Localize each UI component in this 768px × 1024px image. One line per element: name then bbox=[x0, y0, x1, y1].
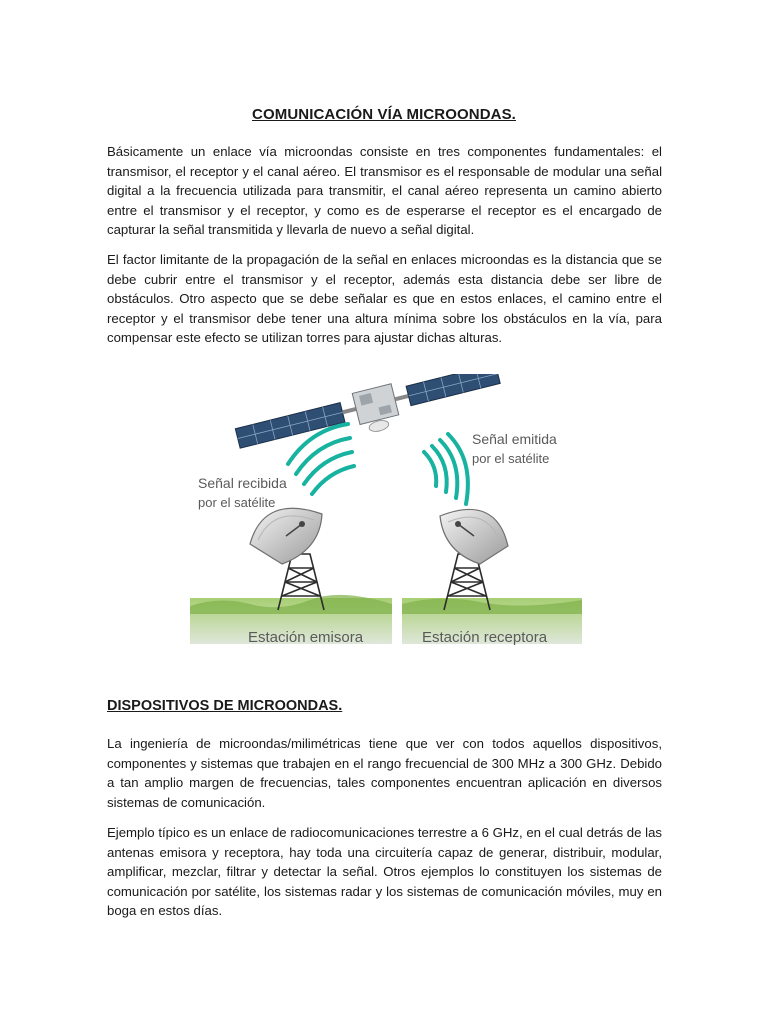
intro-paragraph: Básicamente un enlace vía microondas consiste en tres componentes fundamentales: el transmisor, el receptor y el canal aéreo. El transmisor es el responsable de modular una señal digital a la frecuencia utilizada para transmitir, el canal aéreo representa un camino abierto entre el transmisor y el receptor, y como es de esperarse el receptor es el encargado de capturar la señal transmitida y llevarla de nuevo a señal digital. bbox=[107, 144, 662, 238]
page-title: COMUNICACIÓN VÍA MICROONDAS. bbox=[252, 106, 516, 123]
satellite-icon bbox=[234, 374, 504, 465]
satellite-link-illustration bbox=[190, 374, 582, 656]
limiting-factor-paragraph: El factor limitante de la propagación de la señal en enlaces microondas es la distancia que se debe cubrir entre el transmisor y el receptor, además esta distancia debe ser libre de obstáculos. Otro aspecto que se debe señalar es que en estos enlaces, el camino entre el receptor y el transmisor debe tener una altura mínima sobre los obstáculos en la vía, para compensar este efecto se utilizan torres para ajustar dichas alturas. bbox=[107, 252, 662, 346]
emitted-label-line1: Señal emitida bbox=[472, 431, 557, 447]
station-left-label: Estación emisora bbox=[248, 629, 364, 646]
received-signal-waves bbox=[288, 424, 354, 494]
transmitter-dish-icon bbox=[250, 508, 324, 610]
devices-paragraph-1: La ingeniería de microondas/milimétricas tiene que ver con todos aquellos dispositivos, componentes y sistemas que trabajen en el rango frecuencial de 300 MHz a 300 GHz. Debido a tan amplio margen de frecuencias, tales componentes encuentran aplicación en diversos sistemas de comunicación. bbox=[107, 736, 662, 810]
receiver-dish-icon bbox=[440, 509, 508, 610]
section-heading-devices: DISPOSITIVOS DE MICROONDAS. bbox=[107, 698, 343, 714]
emitted-signal-waves bbox=[424, 434, 468, 504]
received-label-line1: Señal recibida bbox=[198, 475, 287, 491]
station-right-label: Estación receptora bbox=[422, 629, 548, 646]
emitted-label-line2: por el satélite bbox=[472, 451, 550, 466]
received-label-line2: por el satélite bbox=[198, 495, 276, 510]
devices-paragraph-2: Ejemplo típico es un enlace de radiocomunicaciones terrestre a 6 GHz, en el cual detrás de las antenas emisora y receptora, hay toda una circuitería capaz de generar, distribuir, modular, amplificar, mezclar, filtrar y detectar la señal. Otros ejemplos lo constituyen los sistemas de comunicación por satélite, los sistemas radar y los sistemas de comunicación móviles, muy en boga en estos días. bbox=[107, 825, 662, 919]
satellite-link-figure bbox=[190, 374, 582, 656]
